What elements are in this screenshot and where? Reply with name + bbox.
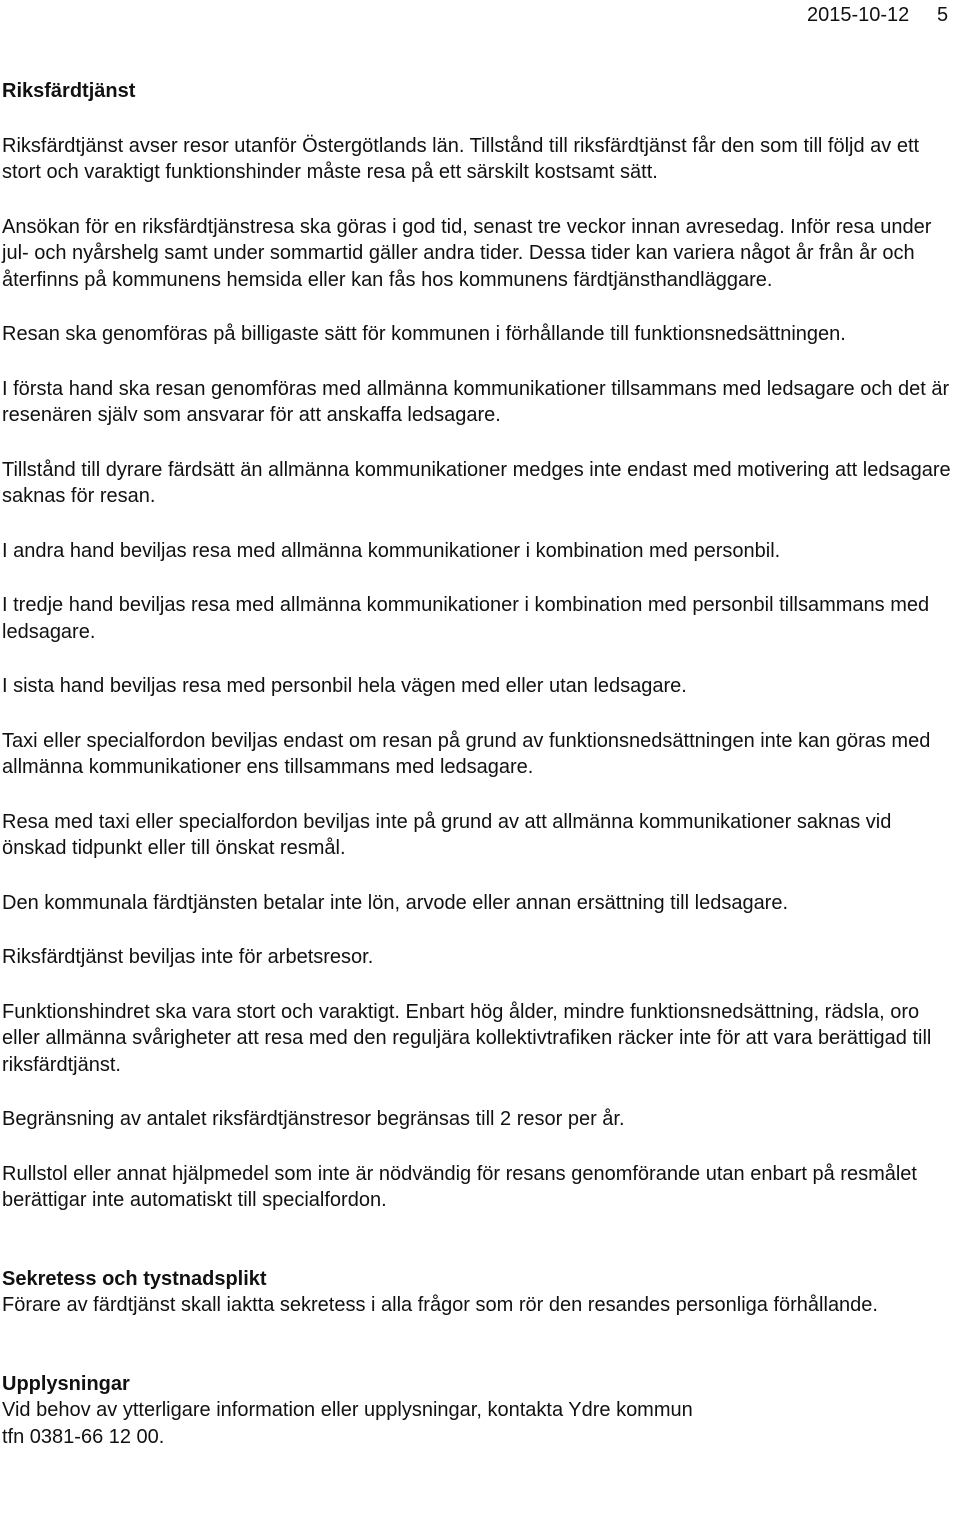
- paragraph: Funktionshindret ska vara stort och varaktigt. Enbart hög ålder, mindre funktionsnedsättning, rädsla, oro eller allmänna svårigheter att resa med den reguljära kollektivtrafiken räcker inte för att vara berättigad till riksfärdtjänst.: [2, 1000, 932, 1076]
- contact-phone: tfn 0381-66 12 00.: [2, 1425, 165, 1448]
- section-title-sekretess: Sekretess och tystnadsplikt: [2, 1267, 267, 1290]
- paragraph: Ansökan för en riksfärdtjänstresa ska göras i god tid, senast tre veckor innan avresedag. Inför resa under jul- och nyårshelg samt under sommartid gäller andra tider. Dessa tider kan variera något år från år och återfinns på kommunens hemsida eller kan fås hos kommunens färdtjänsthandläggare.: [2, 215, 932, 291]
- paragraph: Resan ska genomföras på billigaste sätt för kommunen i förhållande till funktionsnedsättningen.: [2, 323, 846, 345]
- document-body: [2, 78, 958, 1450]
- page-header: [0, 0, 960, 30]
- paragraph: Rullstol eller annat hjälpmedel som inte är nödvändig för resans genomförande utan enbart på resmålet berättigar inte automatiskt till specialfordon.: [2, 1162, 917, 1211]
- paragraph: Den kommunala färdtjänsten betalar inte lön, arvode eller annan ersättning till ledsagare.: [2, 891, 789, 914]
- paragraph: Riksfärdtjänst beviljas inte för arbetsresor.: [2, 946, 374, 968]
- paragraph: I andra hand beviljas resa med allmänna kommunikationer i kombination med personbil.: [2, 539, 781, 562]
- header-date: 2015-10-12: [807, 4, 910, 26]
- section-title-upplysningar: Upplysningar: [2, 1372, 130, 1395]
- page-number: 5: [937, 4, 949, 26]
- section-title-riksfardtjanst: Riksfärdtjänst: [2, 80, 136, 102]
- paragraph: Resa med taxi eller specialfordon beviljas inte på grund av att allmänna kommunikationer saknas vid önskad tidpunkt eller till önskat resmål.: [2, 810, 892, 859]
- paragraph: Riksfärdtjänst avser resor utanför Östergötlands län. Tillstånd till riksfärdtjänst får den som till följd av ett stort och varaktigt funktionshinder måste resa på ett särskilt kostsamt sätt.: [2, 134, 920, 183]
- paragraph: I tredje hand beviljas resa med allmänna kommunikationer i kombination med personbil tillsammans med ledsagare.: [2, 594, 930, 643]
- paragraph: Tillstånd till dyrare färdsätt än allmänna kommunikationer medges inte endast med motivering att ledsagare saknas för resan.: [2, 458, 951, 507]
- paragraph: Taxi eller specialfordon beviljas endast om resan på grund av funktionsnedsättningen inte kan göras med allmänna kommunikationer ens tillsammans med ledsagare.: [2, 729, 931, 778]
- secrecy-text: Förare av färdtjänst skall iaktta sekretess i alla frågor som rör den resandes personliga förhållande.: [2, 1294, 878, 1316]
- paragraph: Begränsning av antalet riksfärdtjänstresor begränsas till 2 resor per år.: [2, 1108, 625, 1130]
- paragraph: I första hand ska resan genomföras med allmänna kommunikationer tillsammans med ledsagare och det är resenären själv som ansvarar för att anskaffa ledsagare.: [2, 377, 950, 426]
- paragraph: I sista hand beviljas resa med personbil hela vägen med eller utan ledsagare.: [2, 675, 687, 697]
- contact-info-text: Vid behov av ytterligare information eller upplysningar, kontakta Ydre kommun: [2, 1399, 693, 1421]
